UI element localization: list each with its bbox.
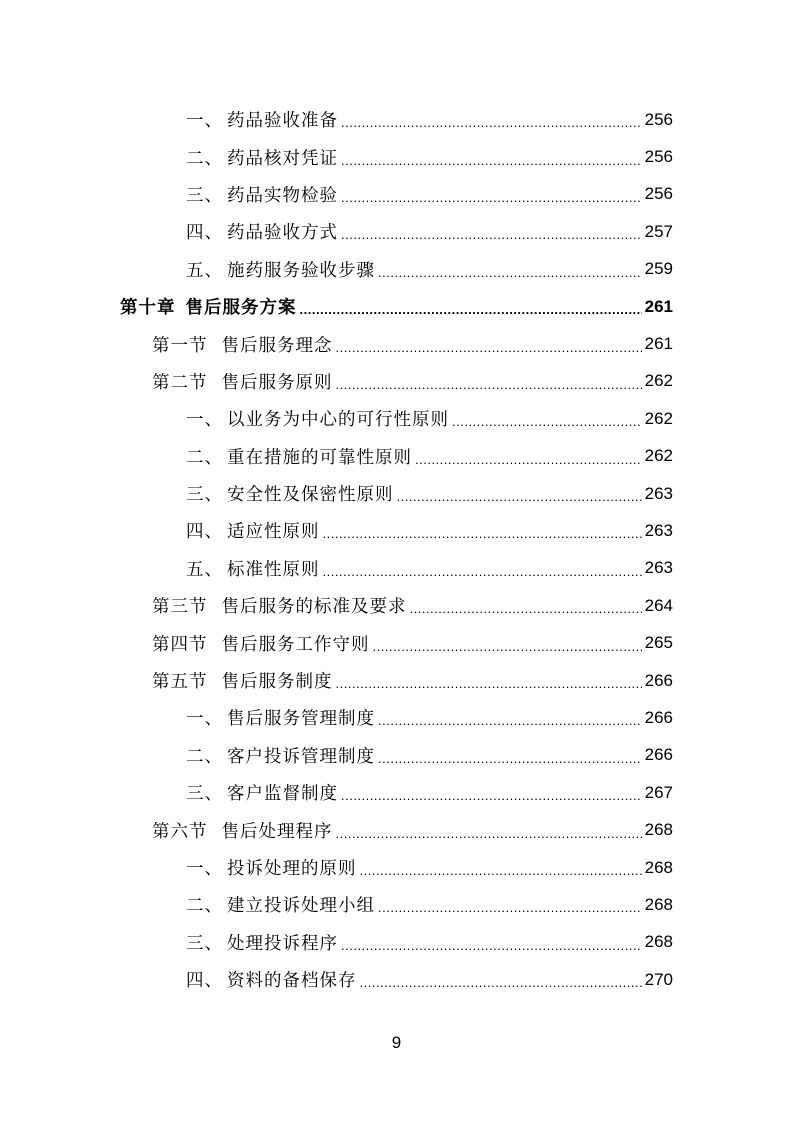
toc-entry-page: 267: [644, 782, 673, 802]
toc-entry-page: 266: [644, 745, 673, 765]
toc-entry-title: [186, 705, 375, 730]
toc-entry-page: 266: [644, 707, 673, 727]
toc-entry-text: 药品实物检验: [227, 185, 338, 206]
toc-entry-title: [152, 593, 407, 618]
toc-entry-text: 药品验收方式: [227, 223, 338, 244]
toc-entry-title: [152, 818, 333, 843]
dot-leader: [336, 340, 642, 355]
toc-entry-page: 265: [644, 633, 673, 653]
dot-leader: [360, 975, 642, 990]
toc-entry-number: 二、: [186, 148, 223, 169]
dot-leader: [341, 115, 642, 130]
toc-entry[interactable]: [0, 101, 793, 138]
dot-leader: [300, 302, 642, 317]
toc-entry-page: 268: [644, 894, 673, 914]
toc-entry-page: 262: [644, 408, 673, 428]
toc-entry-number: 一、: [186, 709, 223, 730]
toc-entry[interactable]: [0, 699, 793, 736]
dot-leader: [378, 713, 642, 728]
toc-entry-text: 药品核对凭证: [227, 148, 338, 169]
toc-entry-page: 262: [644, 446, 673, 466]
toc-entry-title: [186, 743, 375, 768]
toc-entry-text: 售后处理程序: [221, 821, 333, 842]
toc-entry-number: 二、: [186, 746, 223, 767]
toc-entry-page: 261: [644, 334, 673, 354]
dot-leader: [341, 788, 642, 803]
toc-entry-text: 建立投诉处理小组: [227, 896, 375, 917]
dot-leader: [341, 938, 642, 953]
toc-entry-number: 四、: [186, 522, 223, 543]
toc-entry-text: 售后服务方案: [185, 298, 297, 319]
toc-entry[interactable]: [0, 849, 793, 886]
toc-entry-title: [186, 967, 357, 992]
dot-leader: [336, 826, 642, 841]
toc-entry-number: 五、: [186, 559, 223, 580]
toc-entry[interactable]: [0, 924, 793, 961]
toc-entry-number: 三、: [186, 185, 223, 206]
toc-entry-page: 268: [644, 932, 673, 952]
toc-entry-text: 客户监督制度: [227, 784, 338, 805]
toc-entry-title: [152, 369, 333, 394]
toc-entry-text: 适应性原则: [227, 522, 320, 543]
toc-entry-text: 售后服务管理制度: [227, 709, 375, 730]
toc-entry-text: 售后服务的标准及要求: [221, 597, 407, 618]
toc-entry[interactable]: [0, 811, 793, 848]
table-of-contents: [0, 101, 793, 998]
dot-leader: [378, 751, 642, 766]
toc-entry[interactable]: [0, 176, 793, 213]
dot-leader: [323, 564, 642, 579]
toc-entry-number: 四、: [186, 971, 223, 992]
toc-entry-title: [186, 182, 338, 207]
toc-entry-page: 264: [644, 595, 673, 615]
toc-entry-number: 四、: [186, 223, 223, 244]
toc-entry-page: 263: [644, 520, 673, 540]
toc-entry-number: 第三节: [152, 597, 208, 618]
toc-entry-number: 一、: [186, 111, 223, 132]
toc-entry-text: 以业务为中心的可行性原则: [227, 410, 449, 431]
dot-leader: [373, 639, 642, 654]
toc-entry-text: 售后服务理念: [221, 335, 333, 356]
toc-entry[interactable]: [0, 288, 793, 325]
toc-entry-title: [120, 294, 297, 319]
toc-entry-text: 资料的备档保存: [227, 971, 357, 992]
toc-entry-title: [152, 332, 333, 357]
toc-entry-page: 263: [644, 558, 673, 578]
toc-entry[interactable]: [0, 550, 793, 587]
toc-entry-title: [186, 257, 375, 282]
toc-entry-title: [186, 481, 394, 506]
toc-entry[interactable]: [0, 961, 793, 998]
toc-entry[interactable]: [0, 325, 793, 362]
toc-entry-text: 售后服务工作守则: [221, 634, 370, 655]
toc-entry-title: [186, 855, 357, 880]
toc-entry-title: [186, 107, 338, 132]
toc-entry-text: 药品验收准备: [227, 111, 338, 132]
toc-entry[interactable]: [0, 737, 793, 774]
toc-entry[interactable]: [0, 662, 793, 699]
dot-leader: [336, 676, 642, 691]
toc-entry[interactable]: [0, 251, 793, 288]
toc-entry[interactable]: [0, 475, 793, 512]
toc-entry[interactable]: [0, 438, 793, 475]
dot-leader: [397, 489, 642, 504]
toc-entry-number: 三、: [186, 485, 223, 506]
toc-entry-title: [186, 444, 412, 469]
toc-entry-text: 售后服务原则: [221, 372, 333, 393]
toc-entry-title: [186, 892, 375, 917]
toc-entry[interactable]: [0, 774, 793, 811]
toc-entry-number: 三、: [186, 784, 223, 805]
dot-leader: [378, 265, 642, 280]
dot-leader: [378, 900, 642, 915]
toc-entry-number: 二、: [186, 447, 223, 468]
toc-entry-title: [186, 406, 449, 431]
toc-entry-number: 三、: [186, 933, 223, 954]
toc-entry-number: 第二节: [152, 372, 208, 393]
toc-entry-number: 五、: [186, 260, 223, 281]
toc-entry[interactable]: [0, 512, 793, 549]
toc-entry[interactable]: [0, 213, 793, 250]
toc-entry[interactable]: [0, 400, 793, 437]
toc-entry-text: 施药服务验收步骤: [227, 260, 375, 281]
toc-entry-page: 256: [644, 109, 673, 129]
toc-entry-title: [186, 556, 320, 581]
toc-entry-page: 266: [644, 670, 673, 690]
toc-entry-page: 256: [644, 184, 673, 204]
toc-entry-text: 处理投诉程序: [227, 933, 338, 954]
toc-entry-title: [152, 631, 370, 656]
toc-entry-text: 投诉处理的原则: [227, 859, 357, 879]
toc-entry-number: 第六节: [152, 821, 208, 842]
toc-entry-title: [186, 219, 338, 244]
toc-entry-page: 256: [644, 147, 673, 167]
toc-entry-page: 259: [644, 259, 673, 279]
dot-leader: [341, 227, 642, 242]
toc-entry-number: 一、: [186, 410, 223, 431]
dot-leader: [336, 377, 642, 392]
toc-entry-text: 客户投诉管理制度: [227, 746, 375, 767]
toc-entry[interactable]: [0, 138, 793, 175]
dot-leader: [341, 153, 642, 168]
toc-entry-title: [186, 145, 338, 170]
toc-entry-page: 263: [644, 483, 673, 503]
dot-leader: [452, 414, 642, 429]
toc-entry-title: [186, 518, 320, 543]
dot-leader: [323, 526, 642, 541]
toc-entry-text: 售后服务制度: [221, 672, 333, 693]
toc-entry[interactable]: [0, 624, 793, 661]
toc-entry-title: [186, 780, 338, 805]
toc-entry-text: 重在措施的可靠性原则: [227, 447, 412, 468]
toc-entry-title: [152, 668, 333, 693]
toc-entry-text: 标准性原则: [227, 559, 320, 580]
toc-entry-number: 第十章: [120, 298, 176, 319]
toc-entry[interactable]: [0, 363, 793, 400]
toc-entry-page: 257: [644, 221, 673, 241]
toc-entry-page: 268: [644, 857, 673, 877]
toc-entry-page: 268: [644, 820, 673, 840]
toc-entry-page: 261: [644, 296, 673, 316]
toc-entry-title: [186, 930, 338, 955]
page-number: 9: [391, 1033, 402, 1052]
dot-leader: [410, 601, 642, 616]
toc-entry[interactable]: [0, 587, 793, 624]
toc-entry-number: 第五节: [152, 672, 208, 693]
toc-entry-number: 一、: [186, 859, 223, 879]
toc-entry-number: 第一节: [152, 335, 208, 356]
dot-leader: [341, 190, 642, 205]
toc-entry-page: 270: [644, 969, 673, 989]
toc-entry-page: 262: [644, 371, 673, 391]
toc-entry[interactable]: [0, 886, 793, 923]
toc-entry-number: 第四节: [152, 634, 208, 655]
dot-leader: [360, 863, 642, 878]
toc-entry-text: 安全性及保密性原则: [227, 485, 394, 506]
dot-leader: [415, 452, 642, 467]
toc-entry-number: 二、: [186, 896, 223, 917]
